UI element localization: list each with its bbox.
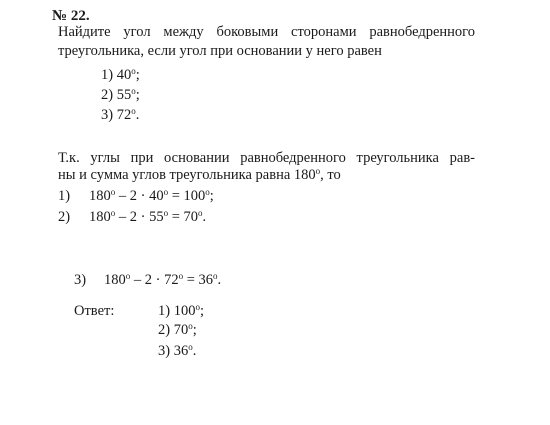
solution-step-2-formula: $180^o - 2 \cdot 55^o = 70^o$. (89, 208, 207, 225)
answer-item-1: 1) 100$^o$; (158, 302, 204, 319)
answer-item-3: 3) 36$^o$. (158, 342, 197, 359)
answer-item-2: 2) 70$^o$; (158, 321, 197, 338)
question-line-2: треугольника, если угол при основании у него равен (58, 43, 382, 59)
option-2: 2) 55$^o$; (101, 86, 140, 103)
solution-intro-line-1: Т.к. углы при основании равнобедренного треугольника рав- (58, 150, 475, 166)
answer-label: Ответ: (74, 303, 115, 319)
option-3: 3) 72$^o$. (101, 106, 140, 123)
solution-step-2: 2) (58, 209, 71, 225)
solution-intro-line-2: ны и сумма углов треугольника равна 180$^o$, то (58, 166, 341, 183)
solution-step-3: 3) (74, 272, 87, 288)
solution-step-1-formula: $180^o - 2 \cdot 40^o = 100^o$; (89, 187, 214, 204)
question-line-1: Найдите угол между боковыми сторонами равнобедренного (58, 24, 475, 40)
solution-step-3-formula: $180^o - 2 \cdot 72^o = 36^o$. (104, 271, 222, 288)
solution-step-1: 1) (58, 188, 71, 204)
option-1: 1) 40$^o$; (101, 66, 140, 83)
problem-number: № 22. (52, 8, 90, 24)
